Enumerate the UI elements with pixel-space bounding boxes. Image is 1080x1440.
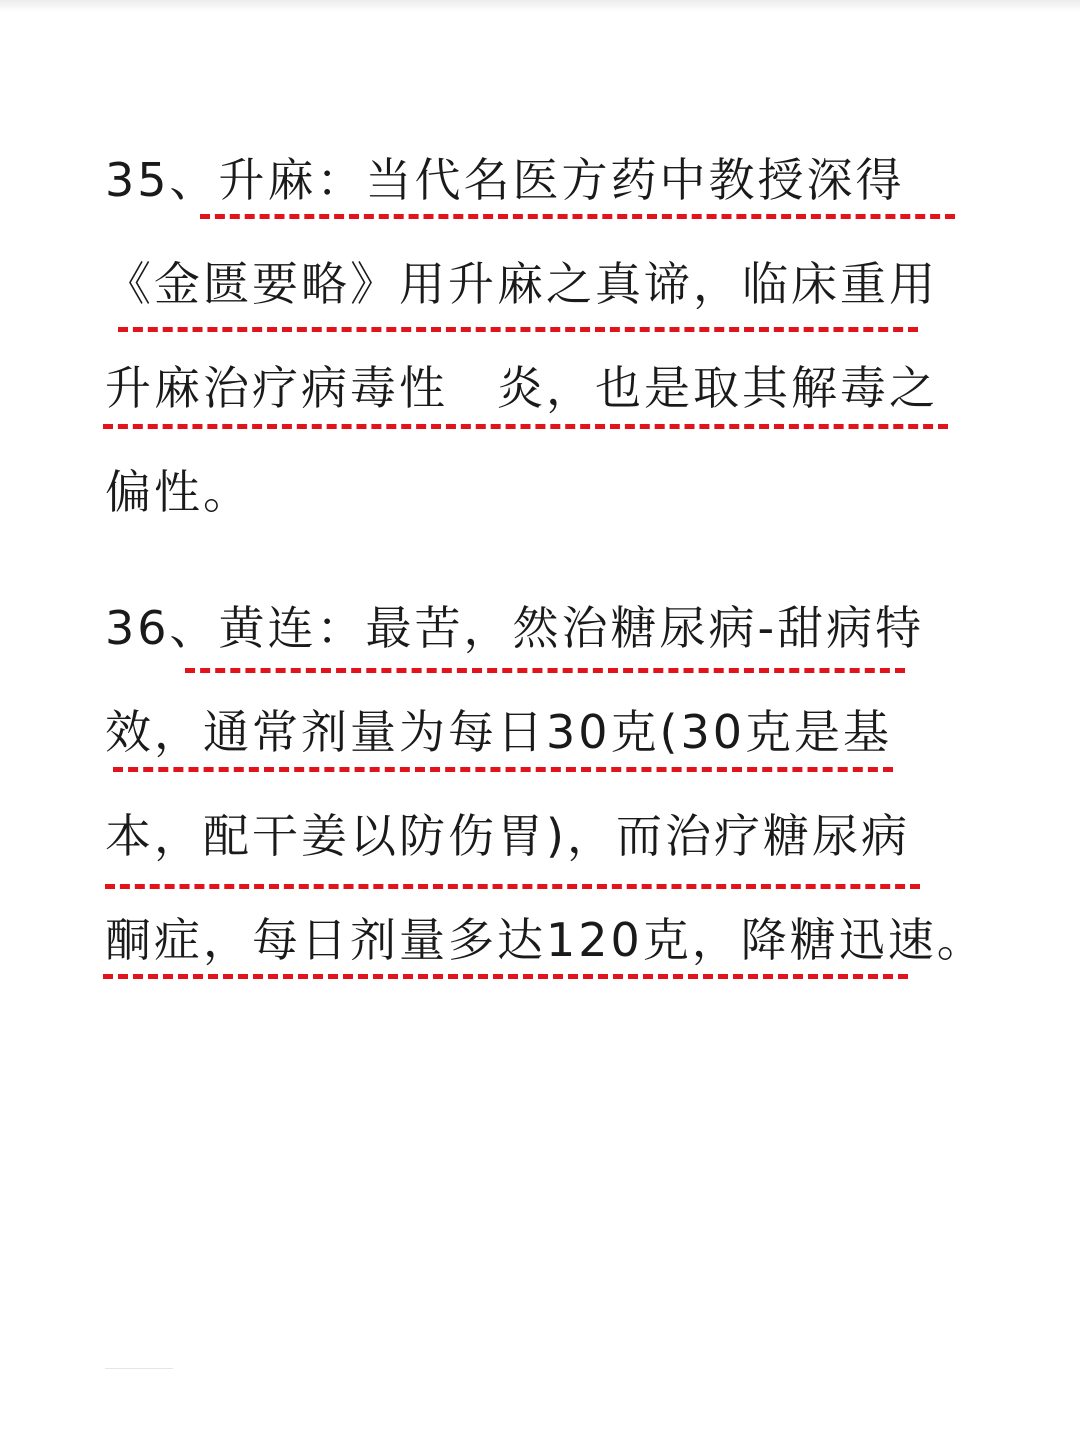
- entry-36-underline-1: [185, 668, 905, 673]
- entry-36-underline-2: [113, 767, 893, 772]
- entry-36-line-3: 本，配干姜以防伤胃)，而治疗糖尿病: [105, 809, 910, 863]
- entry-36-line-4: 酮症，每日剂量多达120克，降糖迅速。: [105, 913, 986, 967]
- bottom-divider: [105, 1368, 173, 1369]
- entry-35-line-2: 《金匮要略》用升麻之真谛，临床重用: [105, 257, 938, 311]
- entry-35-underline-3: [103, 424, 948, 429]
- top-border: [0, 0, 1080, 12]
- entry-36-line-2: 效，通常剂量为每日30克(30克是基: [105, 705, 893, 759]
- entry-35-underline-1: [200, 214, 955, 219]
- entry-35-line-1: 35、升麻：当代名医方药中教授深得: [105, 153, 905, 207]
- entry-36-underline-3: [105, 884, 920, 889]
- entry-36-underline-4: [103, 974, 908, 979]
- entry-35-line-4: 偏性。: [105, 465, 252, 519]
- entry-35-line-3: 升麻治疗病毒性 炎，也是取其解毒之: [105, 361, 938, 415]
- entry-35-underline-2: [118, 327, 918, 332]
- entry-36-line-1: 36、黄连：最苦，然治糖尿病-甜病特: [105, 601, 925, 655]
